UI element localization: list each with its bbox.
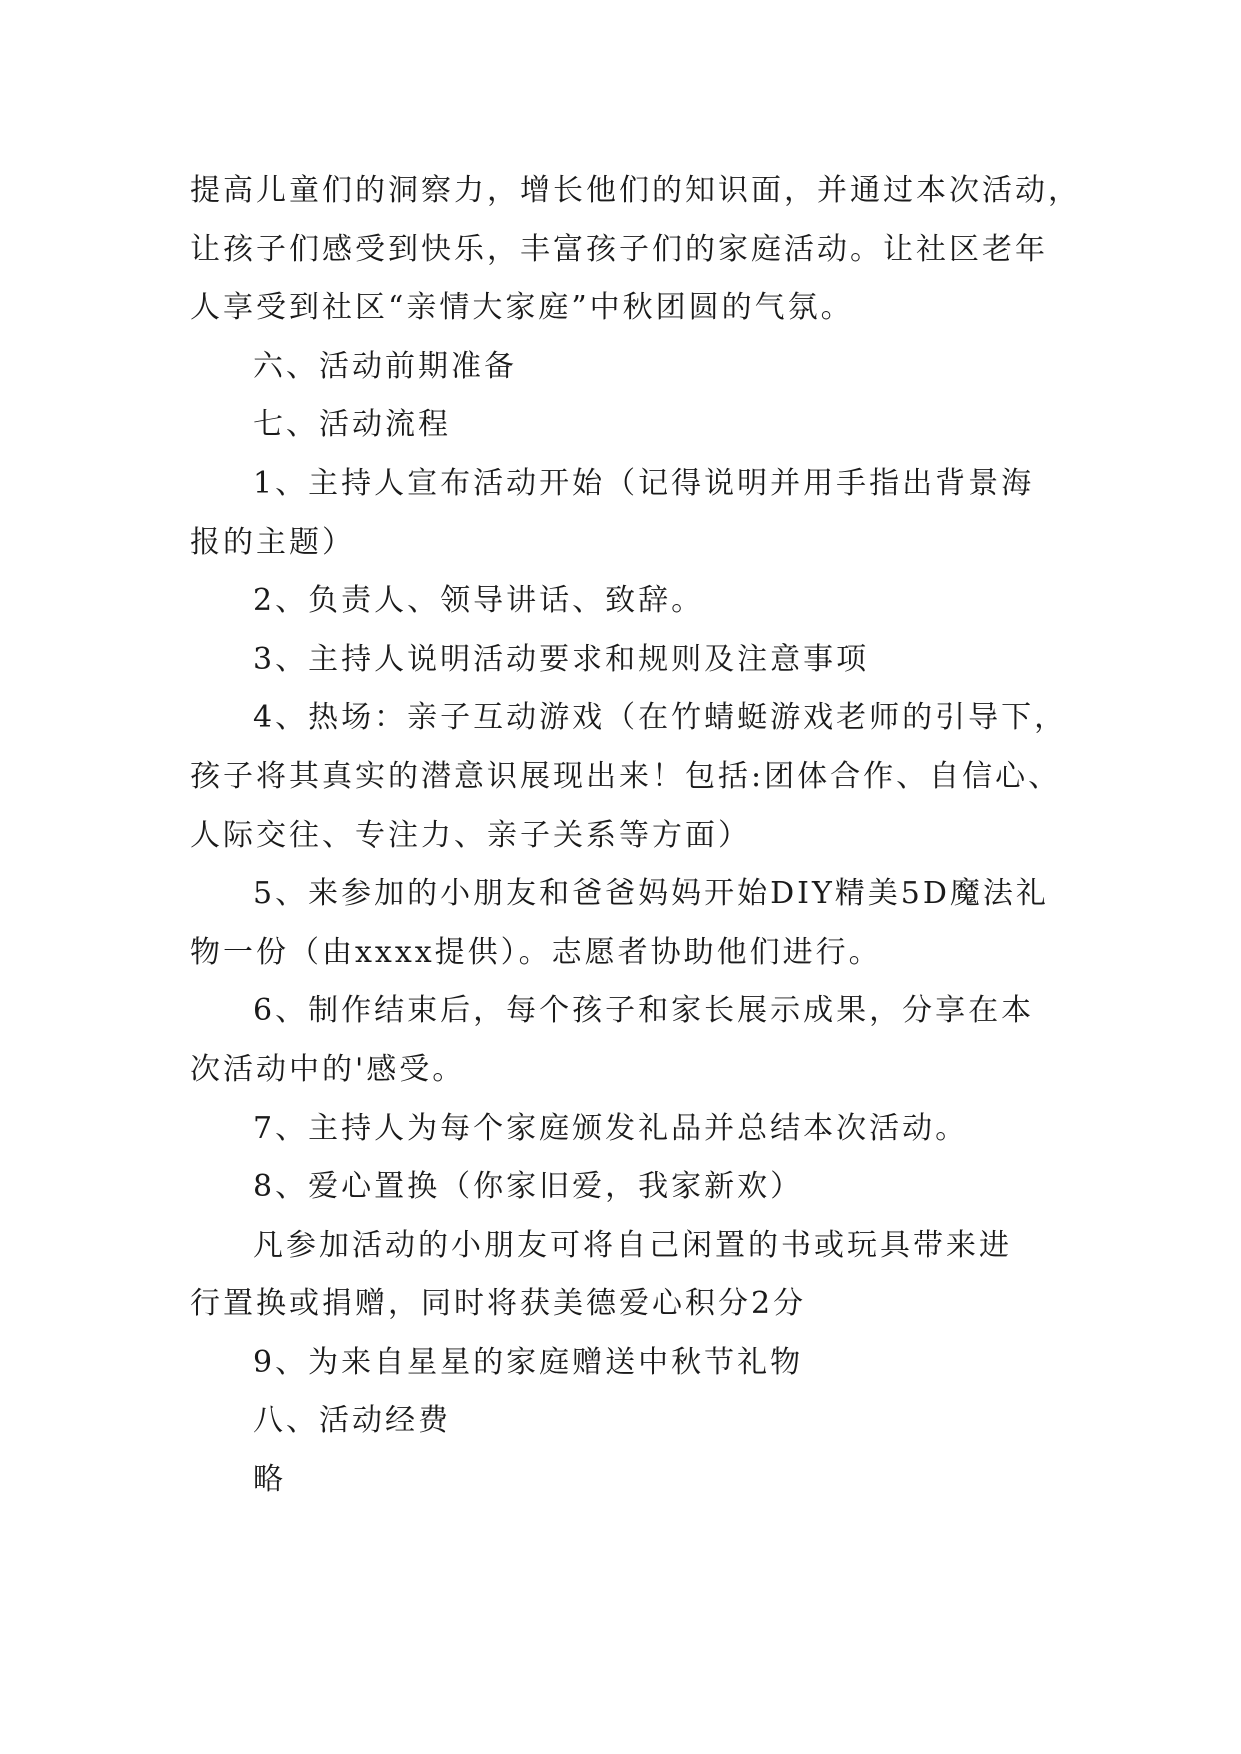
paragraph-line: 让孩子们感受到快乐，丰富孩子们的家庭活动。让社区老年 [190, 231, 1048, 267]
step-4-continuation: 孩子将其真实的潜意识展现出来！包括:团体合作、自信心、 [190, 758, 1062, 794]
section-heading-budget: 八、活动经费 [253, 1403, 451, 1439]
step-2-line: 2、负责人、领导讲话、致辞。 [253, 583, 705, 619]
step-4-continuation: 人际交往、专注力、亲子关系等方面） [190, 817, 751, 853]
step-7-line: 7、主持人为每个家庭颁发礼品并总结本次活动。 [253, 1110, 969, 1146]
paragraph-line: 人享受到社区“亲情大家庭”中秋团圆的气氛。 [190, 290, 854, 326]
paragraph-line: 提高儿童们的洞察力，增长他们的知识面，并通过本次活动， [190, 173, 1081, 208]
step-3-line: 3、主持人说明活动要求和规则及注意事项 [253, 641, 870, 677]
step-8-detail-continuation: 行置换或捐赠，同时将获美德爱心积分2分 [190, 1286, 807, 1322]
step-6-continuation: 次活动中的'感受。 [190, 1051, 466, 1087]
step-5-continuation: 物一份（由xxxx提供）。志愿者协助他们进行。 [190, 934, 882, 970]
step-1-line: 1、主持人宣布活动开始（记得说明并用手指出背景海 [253, 465, 1035, 501]
step-5-line: 5、来参加的小朋友和爸爸妈妈开始DIY精美5D魔法礼 [253, 876, 1049, 912]
step-6-line: 6、制作结束后，每个孩子和家长展示成果，分享在本 [253, 993, 1035, 1029]
document-body [190, 162, 1081, 1510]
step-4-line: 4、热场：亲子互动游戏（在竹蜻蜓游戏老师的引导下， [253, 700, 1068, 736]
section-heading-preparation: 六、活动前期准备 [253, 348, 517, 384]
step-8-detail: 凡参加活动的小朋友可将自己闲置的书或玩具带来进 [253, 1227, 1012, 1263]
section-heading-process: 七、活动流程 [253, 407, 451, 443]
step-9-line: 9、为来自星星的家庭赠送中秋节礼物 [253, 1344, 804, 1380]
step-1-continuation: 报的主题） [190, 524, 355, 560]
step-8-line: 8、爱心置换（你家旧爱，我家新欢） [253, 1169, 804, 1205]
budget-detail: 略 [253, 1462, 286, 1498]
